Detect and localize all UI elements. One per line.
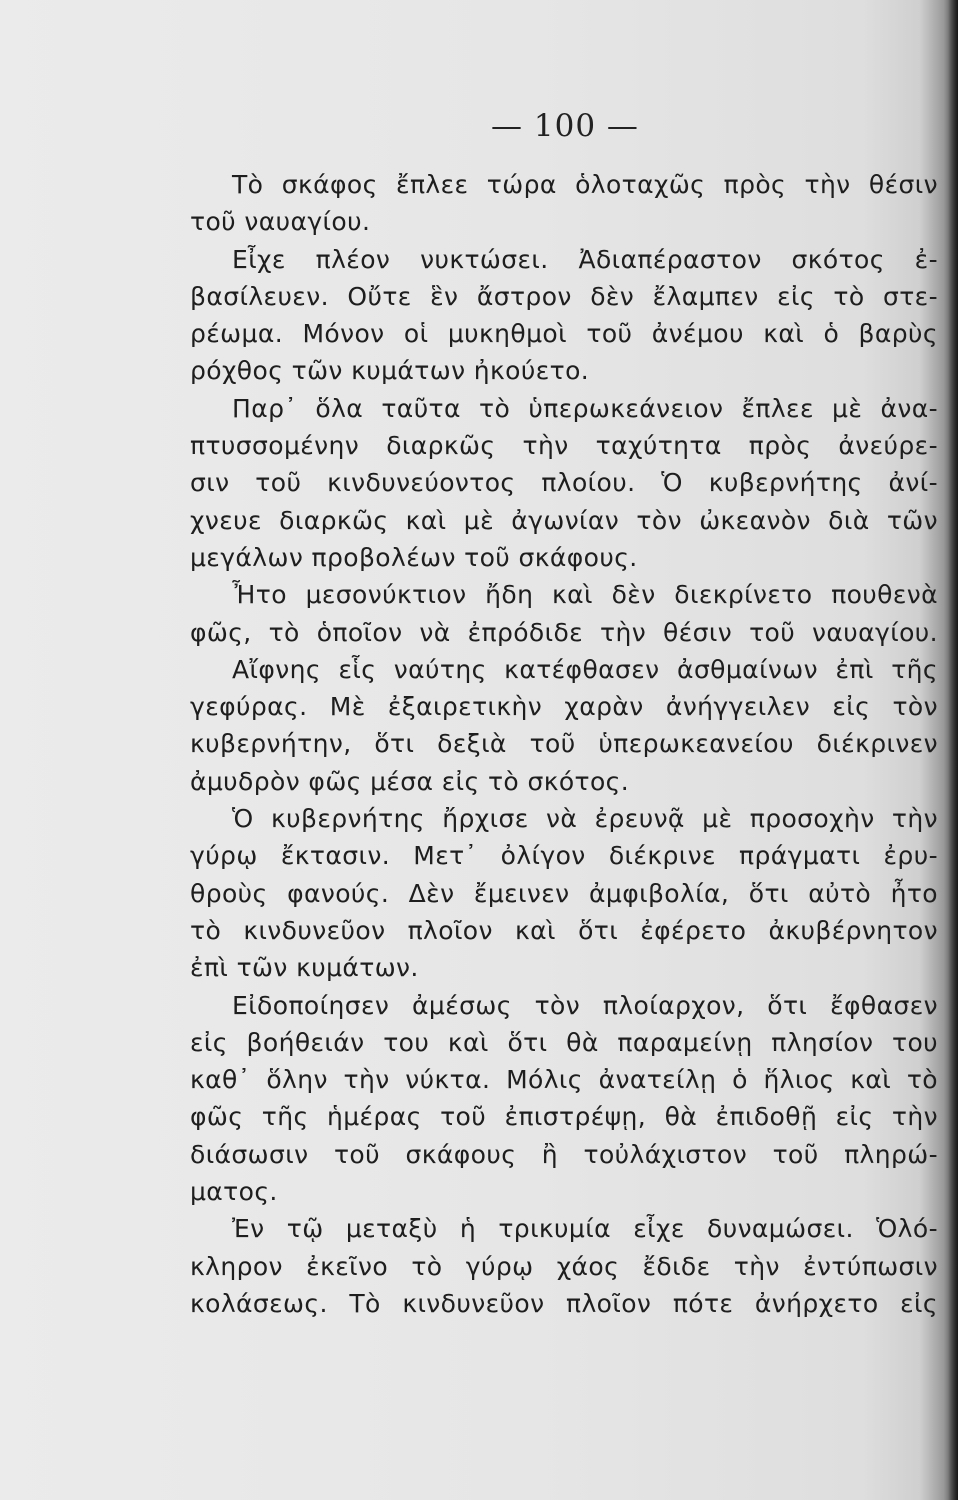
text-line: γύρῳ ἔκτασιν. Μετ᾽ ὀλίγον διέκρινε πράγματι ἐρυ-	[190, 841, 938, 871]
text-line: φῶς τῆς ἡμέρας τοῦ ἐπιστρέψῃ, θὰ ἐπιδοθῇ εἰς τὴν	[190, 1102, 938, 1132]
text-line: Εἰδοποίησεν ἀμέσως τὸν πλοίαρχον, ὅτι ἔφθασεν	[232, 990, 938, 1020]
text-line: πτυσσομένην διαρκῶς τὴν ταχύτητα πρὸς ἀνεύρε-	[190, 431, 938, 461]
text-line: ἐπὶ τῶν κυμάτων.	[190, 953, 419, 983]
text-line: τοῦ ναυαγίου.	[190, 207, 371, 237]
paragraph	[190, 390, 938, 576]
text-line: ρόχθος τῶν κυμάτων ἠκούετο.	[190, 356, 590, 386]
paragraph	[190, 651, 938, 800]
text-line: ἀμυδρὸν φῶς μέσα εἰς τὸ σκότος.	[190, 766, 630, 796]
text-line: διάσωσιν τοῦ σκάφους ἢ τοὐλάχιστον τοῦ πληρώ-	[190, 1139, 938, 1169]
page-edge-shadow	[948, 0, 958, 1500]
text-line: γεφύρας. Μὲ ἐξαιρετικὴν χαρὰν ἀνήγγειλεν εἰς τὸν	[190, 692, 938, 722]
text-line: κολάσεως. Τὸ κινδυνεῦον πλοῖον πότε ἀνήρχετο εἰς	[190, 1288, 938, 1318]
text-line: Ἐν τῷ μεταξὺ ἡ τρικυμία εἶχε δυναμώσει. Ὁλό-	[232, 1214, 938, 1244]
text-line: Παρ᾽ ὅλα ταῦτα τὸ ὑπερωκεάνειον ἔπλεε μὲ ἀνα-	[232, 393, 938, 423]
text-line: φῶς, τὸ ὁποῖον νὰ ἐπρόδιδε τὴν θέσιν τοῦ ναυαγίου.	[190, 617, 938, 647]
text-line: μεγάλων προβολέων τοῦ σκάφους.	[190, 542, 638, 572]
text-line: βασίλευεν. Οὔτε ἓν ἄστρον δὲν ἔλαμπεν εἰς τὸ στε-	[190, 281, 938, 311]
text-line: Αἴφνης εἷς ναύτης κατέφθασεν ἀσθμαίνων ἐπὶ τῆς	[232, 654, 938, 684]
text-line: θροὺς φανούς. Δὲν ἔμεινεν ἀμφιβολία, ὅτι αὐτὸ ἦτο	[190, 878, 938, 908]
text-line: ρέωμα. Μόνον οἱ μυκηθμοὶ τοῦ ἀνέμου καὶ ὁ βαρὺς	[190, 319, 938, 349]
body-text	[190, 166, 938, 1322]
text-line: κληρον ἐκεῖνο τὸ γύρῳ χάος ἔδιδε τὴν ἐντύπωσιν	[190, 1251, 938, 1281]
text-line: χνευε διαρκῶς καὶ μὲ ἀγωνίαν τὸν ὠκεανὸν διὰ τῶν	[190, 505, 938, 535]
paragraph	[190, 576, 938, 651]
text-line: Ἦτο μεσονύκτιον ἤδη καὶ δὲν διεκρίνετο πουθενὰ	[232, 580, 938, 610]
paragraph	[190, 166, 938, 241]
text-line: εἰς βοήθειάν του καὶ ὅτι θὰ παραμείνῃ πλησίον του	[190, 1027, 938, 1057]
text-line: Τὸ σκάφος ἔπλεε τώρα ὁλοταχῶς πρὸς τὴν θέσιν	[232, 170, 938, 199]
paragraph	[190, 241, 938, 390]
text-line: τὸ κινδυνεῦον πλοῖον καὶ ὅτι ἐφέρετο ἀκυβέρνητον	[190, 915, 938, 945]
text-line: σιν τοῦ κινδυνεύοντος πλοίου. Ὁ κυβερνήτης ἀνί-	[190, 468, 938, 498]
paragraph	[190, 987, 938, 1211]
paragraph	[190, 1210, 938, 1322]
text-line: καθ᾽ ὅλην τὴν νύκτα. Μόλις ἀνατείλῃ ὁ ἥλιος καὶ τὸ	[190, 1065, 938, 1095]
text-line: Ὁ κυβερνήτης ἤρχισε νὰ ἐρευνᾷ μὲ προσοχὴν τὴν	[232, 804, 938, 834]
text-line: Εἶχε πλέον νυκτώσει. Ἀδιαπέραστον σκότος ἐ-	[232, 244, 938, 274]
page-number: — 100 —	[491, 108, 639, 144]
paragraph	[190, 800, 938, 986]
text-line: κυβερνήτην, ὅτι δεξιὰ τοῦ ὑπερωκεανείου διέκρινεν	[190, 729, 938, 759]
text-line: ματος.	[190, 1177, 278, 1207]
